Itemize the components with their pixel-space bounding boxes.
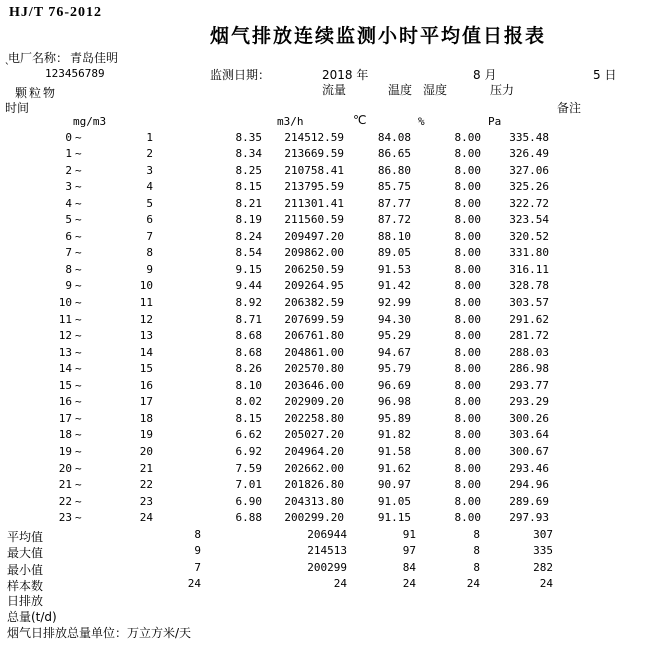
tilde-separator: ~ — [75, 163, 82, 177]
humidity-value-cell: 8.00 — [454, 511, 481, 525]
humidity-value-cell: 8.00 — [454, 428, 481, 442]
flow-value-cell: 210758.41 — [284, 163, 344, 177]
humidity-value-cell: 8.00 — [454, 213, 481, 227]
report-title: 烟气排放连续监测小时平均值日报表 — [210, 25, 547, 47]
pollutant-header: 颗粒物 — [15, 86, 58, 100]
tilde-separator: ~ — [75, 511, 82, 525]
summary-temperature-cell: 97 — [402, 544, 416, 558]
table-row — [0, 329, 671, 346]
temperature-value-cell: 91.58 — [377, 444, 411, 458]
hour-end-cell: 6 — [146, 213, 153, 227]
table-row — [0, 313, 671, 330]
dust-value-cell: 7.01 — [235, 478, 262, 492]
humidity-value-cell: 8.00 — [454, 163, 481, 177]
temperature-value-cell: 91.62 — [377, 461, 411, 475]
date-year: 2018 年 — [322, 68, 369, 82]
hour-end-cell: 13 — [139, 329, 153, 343]
humidity-unit: % — [418, 115, 425, 128]
temperature-value-cell: 91.05 — [377, 494, 411, 508]
hour-start-cell: 4 — [65, 196, 72, 210]
table-row — [0, 445, 671, 462]
tilde-separator: ~ — [75, 229, 82, 243]
hour-start-cell: 10 — [58, 296, 72, 309]
temperature-value-cell: 90.97 — [377, 478, 411, 492]
humidity-value-cell: 8.00 — [454, 345, 481, 359]
dust-value-cell: 8.68 — [235, 345, 262, 359]
dust-value-cell: 8.34 — [235, 147, 262, 161]
dust-value-cell: 8.68 — [235, 329, 262, 343]
flow-value-cell: 202570.80 — [284, 362, 344, 376]
summary-flow-cell: 200299 — [307, 560, 347, 574]
hour-start-cell: 15 — [58, 378, 72, 392]
table-row — [0, 263, 671, 280]
pressure-unit: Pa — [488, 115, 502, 128]
hour-start-cell: 18 — [58, 428, 72, 442]
humidity-value-cell: 8.00 — [454, 279, 481, 293]
pressure-header: 压力 — [490, 83, 515, 97]
hour-start-cell: 3 — [65, 180, 72, 194]
dust-value-cell: 8.24 — [235, 229, 262, 243]
summary-label: 平均值 — [7, 529, 44, 544]
table-row — [0, 164, 671, 181]
humidity-value-cell: 8.00 — [454, 494, 481, 508]
dust-value-cell: 9.15 — [235, 262, 262, 276]
flow-value-cell: 213795.59 — [284, 180, 344, 194]
temperature-value-cell: 89.05 — [377, 246, 411, 260]
hour-start-cell: 23 — [58, 511, 72, 525]
temperature-value-cell: 95.79 — [377, 362, 411, 376]
hour-end-cell: 19 — [139, 428, 153, 442]
flow-value-cell: 202662.00 — [284, 461, 344, 475]
pressure-value-cell: 303.64 — [509, 428, 549, 442]
hour-end-cell: 5 — [146, 196, 153, 210]
table-row — [0, 296, 671, 313]
flow-value-cell: 206382.59 — [284, 296, 344, 309]
unit-note: 烟气日排放总量单位：万立方米/天 — [7, 626, 192, 640]
dust-value-cell: 8.71 — [235, 312, 262, 326]
table-row — [0, 346, 671, 363]
daily-emission-label: 日排放 — [7, 594, 44, 608]
dust-value-cell: 9.44 — [235, 279, 262, 293]
flow-header: 流量 — [322, 83, 347, 97]
pressure-value-cell: 331.80 — [509, 246, 549, 260]
hour-start-cell: 14 — [58, 362, 72, 376]
humidity-value-cell: 8.00 — [454, 296, 481, 309]
table-row — [0, 230, 671, 247]
pressure-value-cell: 316.11 — [509, 262, 549, 276]
summary-flow-cell: 214513 — [307, 544, 347, 558]
humidity-value-cell: 8.00 — [454, 411, 481, 425]
pressure-value-cell: 323.54 — [509, 213, 549, 227]
hour-start-cell: 1 — [65, 147, 72, 161]
summary-pressure-cell: 282 — [533, 560, 553, 574]
humidity-value-cell: 8.00 — [454, 262, 481, 276]
pressure-value-cell: 326.49 — [509, 147, 549, 161]
flow-value-cell: 201826.80 — [284, 478, 344, 492]
pressure-value-cell: 300.26 — [509, 411, 549, 425]
temperature-header: 温度 — [388, 83, 413, 97]
dust-value-cell: 8.26 — [235, 362, 262, 376]
humidity-value-cell: 8.00 — [454, 461, 481, 475]
temperature-value-cell: 86.65 — [377, 147, 411, 161]
tilde-separator: ~ — [75, 196, 82, 210]
pressure-value-cell: 294.96 — [509, 478, 549, 492]
flow-value-cell: 202258.80 — [284, 411, 344, 425]
dust-value-cell: 8.15 — [235, 180, 262, 194]
summary-dust-cell: 8 — [194, 527, 201, 541]
temperature-value-cell: 95.29 — [377, 329, 411, 343]
pressure-value-cell: 328.78 — [509, 279, 549, 293]
hour-end-cell: 20 — [139, 444, 153, 458]
humidity-value-cell: 8.00 — [454, 478, 481, 492]
table-row — [0, 197, 671, 214]
summary-dust-cell: 9 — [194, 544, 201, 558]
flow-value-cell: 202909.20 — [284, 395, 344, 409]
summary-label: 最大值 — [7, 546, 44, 561]
dust-value-cell: 8.15 — [235, 411, 262, 425]
summary-row — [0, 528, 671, 545]
humidity-value-cell: 8.00 — [454, 229, 481, 243]
tilde-separator: ~ — [75, 411, 82, 425]
hour-start-cell: 21 — [58, 478, 72, 492]
hour-end-cell: 8 — [146, 246, 153, 260]
hour-start-cell: 5 — [65, 213, 72, 227]
humidity-value-cell: 8.00 — [454, 180, 481, 194]
table-row — [0, 131, 671, 148]
hour-end-cell: 21 — [139, 461, 153, 475]
pressure-value-cell: 300.67 — [509, 444, 549, 458]
table-row — [0, 213, 671, 230]
hour-start-cell: 13 — [58, 345, 72, 359]
flow-value-cell: 204313.80 — [284, 494, 344, 508]
hour-start-cell: 17 — [58, 411, 72, 425]
flow-value-cell: 200299.20 — [284, 511, 344, 525]
hour-end-cell: 23 — [139, 494, 153, 508]
pressure-value-cell: 335.48 — [509, 130, 549, 144]
tilde-separator: ~ — [75, 329, 82, 343]
dust-value-cell: 6.88 — [235, 511, 262, 525]
summary-row — [0, 561, 671, 578]
summary-label: 样本数 — [7, 579, 44, 594]
hour-start-cell: 2 — [65, 163, 72, 177]
flow-value-cell: 205027.20 — [284, 428, 344, 442]
hour-start-cell: 16 — [58, 395, 72, 409]
hour-end-cell: 22 — [139, 478, 153, 492]
temperature-value-cell: 96.69 — [377, 378, 411, 392]
tilde-separator: ~ — [75, 246, 82, 260]
flow-value-cell: 206761.80 — [284, 329, 344, 343]
stray-mark: ` — [4, 61, 11, 74]
humidity-header: 湿度 — [423, 83, 448, 97]
pressure-value-cell: 293.29 — [509, 395, 549, 409]
tilde-separator: ~ — [75, 345, 82, 359]
hour-end-cell: 2 — [146, 147, 153, 161]
summary-dust-cell: 7 — [194, 560, 201, 574]
temperature-value-cell: 94.30 — [377, 312, 411, 326]
table-row — [0, 147, 671, 164]
dust-value-cell: 8.92 — [235, 296, 262, 309]
tilde-separator: ~ — [75, 428, 82, 442]
summary-temperature-cell: 24 — [402, 577, 416, 591]
flow-value-cell: 209862.00 — [284, 246, 344, 260]
table-row — [0, 362, 671, 379]
hour-end-cell: 1 — [146, 130, 153, 144]
dust-value-cell: 8.54 — [235, 246, 262, 260]
dust-value-cell: 8.10 — [235, 378, 262, 392]
pressure-value-cell: 297.93 — [509, 511, 549, 525]
time-column-header: 时间 — [5, 101, 30, 115]
pressure-value-cell: 303.57 — [509, 296, 549, 309]
dust-value-cell: 8.35 — [235, 130, 262, 144]
table-row — [0, 462, 671, 479]
tilde-separator: ~ — [75, 262, 82, 276]
hour-start-cell: 11 — [58, 312, 72, 326]
table-row — [0, 495, 671, 512]
hour-end-cell: 15 — [139, 362, 153, 376]
summary-label: 最小值 — [7, 562, 44, 577]
temperature-value-cell: 91.42 — [377, 279, 411, 293]
summary-humidity-cell: 8 — [473, 544, 480, 558]
tilde-separator: ~ — [75, 130, 82, 144]
summary-flow-cell: 206944 — [307, 527, 347, 541]
plant-code: 123456789 — [45, 67, 105, 80]
humidity-value-cell: 8.00 — [454, 395, 481, 409]
summary-row — [0, 544, 671, 561]
hour-start-cell: 12 — [58, 329, 72, 343]
summary-flow-cell: 24 — [333, 577, 347, 591]
summary-humidity-cell: 8 — [473, 560, 480, 574]
tilde-separator: ~ — [75, 362, 82, 376]
table-row — [0, 428, 671, 445]
hour-end-cell: 16 — [139, 378, 153, 392]
pressure-value-cell: 327.06 — [509, 163, 549, 177]
humidity-value-cell: 8.00 — [454, 147, 481, 161]
date-label: 监测日期： — [210, 68, 271, 82]
flow-value-cell: 204964.20 — [284, 444, 344, 458]
flow-value-cell: 209264.95 — [284, 279, 344, 293]
summary-pressure-cell: 24 — [539, 577, 553, 591]
tilde-separator: ~ — [75, 213, 82, 227]
temperature-value-cell: 88.10 — [377, 229, 411, 243]
summary-temperature-cell: 91 — [402, 527, 416, 541]
pressure-value-cell: 281.72 — [509, 329, 549, 343]
flow-value-cell: 206250.59 — [284, 262, 344, 276]
flow-value-cell: 211301.41 — [284, 196, 344, 210]
hour-end-cell: 14 — [139, 345, 153, 359]
temperature-value-cell: 91.15 — [377, 511, 411, 525]
tilde-separator: ~ — [75, 296, 82, 309]
hour-end-cell: 17 — [139, 395, 153, 409]
table-row — [0, 412, 671, 429]
tilde-separator: ~ — [75, 478, 82, 492]
flow-value-cell: 204861.00 — [284, 345, 344, 359]
humidity-value-cell: 8.00 — [454, 246, 481, 260]
humidity-value-cell: 8.00 — [454, 312, 481, 326]
dust-unit: mg/m3 — [73, 115, 107, 128]
temperature-unit: ℃ — [353, 113, 367, 127]
summary-humidity-cell: 8 — [473, 527, 480, 541]
table-row — [0, 180, 671, 197]
temperature-value-cell: 91.82 — [377, 428, 411, 442]
hour-end-cell: 4 — [146, 180, 153, 194]
pressure-value-cell: 291.62 — [509, 312, 549, 326]
date-month: 8 月 — [473, 68, 497, 82]
table-row — [0, 246, 671, 263]
pressure-value-cell: 322.72 — [509, 196, 549, 210]
hour-end-cell: 18 — [139, 411, 153, 425]
hour-start-cell: 22 — [58, 494, 72, 508]
remark-column-header: 备注 — [557, 101, 582, 115]
table-row — [0, 395, 671, 412]
summary-humidity-cell: 24 — [466, 577, 480, 591]
tilde-separator: ~ — [75, 494, 82, 508]
tilde-separator: ~ — [75, 180, 82, 194]
humidity-value-cell: 8.00 — [454, 196, 481, 210]
hour-end-cell: 11 — [139, 296, 153, 309]
hour-end-cell: 10 — [139, 279, 153, 293]
dust-value-cell: 6.62 — [235, 428, 262, 442]
pressure-value-cell: 293.46 — [509, 461, 549, 475]
table-row — [0, 511, 671, 528]
hour-end-cell: 24 — [139, 511, 153, 525]
hour-start-cell: 20 — [58, 461, 72, 475]
table-row — [0, 379, 671, 396]
dust-value-cell: 8.21 — [235, 196, 262, 210]
tilde-separator: ~ — [75, 147, 82, 161]
plant-name-label: 电厂名称： — [8, 51, 69, 65]
tilde-separator: ~ — [75, 461, 82, 475]
tilde-separator: ~ — [75, 378, 82, 392]
hour-start-cell: 6 — [65, 229, 72, 243]
hour-start-cell: 9 — [65, 279, 72, 293]
date-day: 5 日 — [593, 68, 617, 82]
humidity-value-cell: 8.00 — [454, 130, 481, 144]
dust-value-cell: 8.19 — [235, 213, 262, 227]
dust-value-cell: 8.25 — [235, 163, 262, 177]
flow-value-cell: 203646.00 — [284, 378, 344, 392]
pressure-value-cell: 320.52 — [509, 229, 549, 243]
tilde-separator: ~ — [75, 312, 82, 326]
flow-value-cell: 209497.20 — [284, 229, 344, 243]
hour-start-cell: 19 — [58, 444, 72, 458]
temperature-value-cell: 84.08 — [377, 130, 411, 144]
tilde-separator: ~ — [75, 395, 82, 409]
dust-value-cell: 8.02 — [235, 395, 262, 409]
standard-code: HJ/T 76-2012 — [9, 5, 103, 20]
summary-row — [0, 577, 671, 594]
tilde-separator: ~ — [75, 279, 82, 293]
humidity-value-cell: 8.00 — [454, 378, 481, 392]
pressure-value-cell: 325.26 — [509, 180, 549, 194]
hour-start-cell: 7 — [65, 246, 72, 260]
table-row — [0, 279, 671, 296]
summary-dust-cell: 24 — [187, 577, 201, 591]
humidity-value-cell: 8.00 — [454, 362, 481, 376]
temperature-value-cell: 95.89 — [377, 411, 411, 425]
tilde-separator: ~ — [75, 444, 82, 458]
plant-name: 青岛佳明 — [70, 51, 119, 65]
dust-value-cell: 6.90 — [235, 494, 262, 508]
temperature-value-cell: 96.98 — [377, 395, 411, 409]
temperature-value-cell: 94.67 — [377, 345, 411, 359]
temperature-value-cell: 91.53 — [377, 262, 411, 276]
pressure-value-cell: 293.77 — [509, 378, 549, 392]
temperature-value-cell: 86.80 — [377, 163, 411, 177]
temperature-value-cell: 87.77 — [377, 196, 411, 210]
humidity-value-cell: 8.00 — [454, 444, 481, 458]
pressure-value-cell: 288.03 — [509, 345, 549, 359]
total-label: 总量(t/d) — [7, 610, 57, 624]
summary-temperature-cell: 84 — [402, 560, 416, 574]
humidity-value-cell: 8.00 — [454, 329, 481, 343]
dust-value-cell: 6.92 — [235, 444, 262, 458]
hour-end-cell: 9 — [146, 262, 153, 276]
temperature-value-cell: 87.72 — [377, 213, 411, 227]
summary-pressure-cell: 335 — [533, 544, 553, 558]
pressure-value-cell: 286.98 — [509, 362, 549, 376]
table-row — [0, 478, 671, 495]
pressure-value-cell: 289.69 — [509, 494, 549, 508]
flow-value-cell: 213669.59 — [284, 147, 344, 161]
hour-start-cell: 8 — [65, 262, 72, 276]
temperature-value-cell: 85.75 — [377, 180, 411, 194]
flow-value-cell: 211560.59 — [284, 213, 344, 227]
hour-end-cell: 3 — [146, 163, 153, 177]
flow-unit: m3/h — [277, 115, 304, 128]
summary-pressure-cell: 307 — [533, 527, 553, 541]
hour-start-cell: 0 — [65, 130, 72, 144]
flow-value-cell: 214512.59 — [284, 130, 344, 144]
hour-end-cell: 7 — [146, 229, 153, 243]
dust-value-cell: 7.59 — [235, 461, 262, 475]
temperature-value-cell: 92.99 — [377, 296, 411, 309]
flow-value-cell: 207699.59 — [284, 312, 344, 326]
hour-end-cell: 12 — [139, 312, 153, 326]
